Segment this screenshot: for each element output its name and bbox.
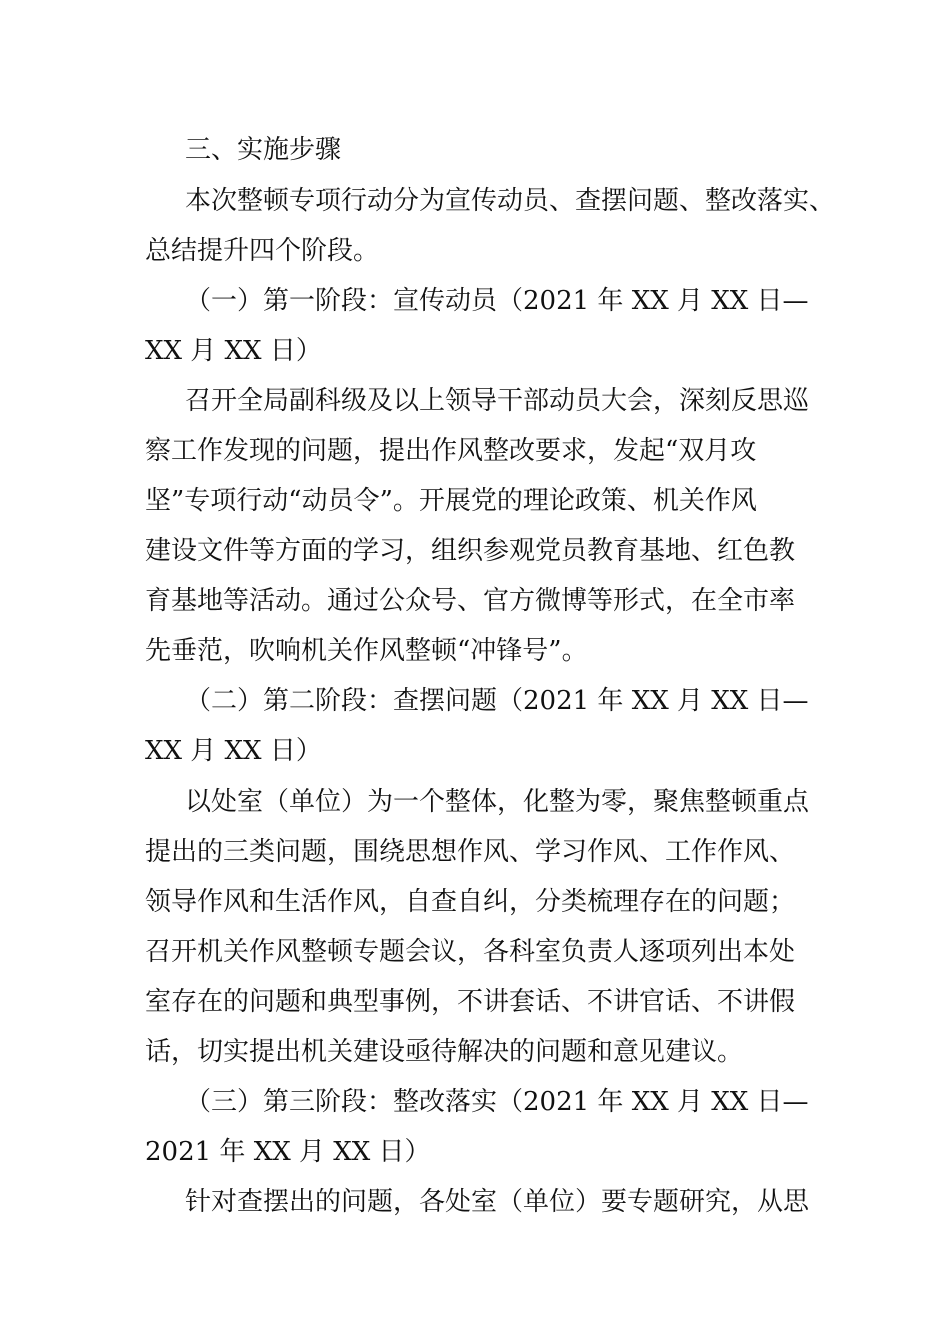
paragraph-line: 领导作风和生活作风，自查自纠，分类梳理存在的问题； xyxy=(145,887,796,917)
paragraph-line: 先垂范，吹响机关作风整顿“冲锋号”。 xyxy=(145,636,588,666)
paragraph-line: 总结提升四个阶段。 xyxy=(145,236,380,266)
paragraph-line: 召开全局副科级及以上领导干部动员大会，深刻反思巡 xyxy=(185,386,810,416)
section-heading-implementation-steps: 三、实施步骤 xyxy=(185,135,342,165)
paragraph-line: 察工作发现的问题，提出作风整改要求，发起“双月攻 xyxy=(145,436,757,466)
stage-three-heading-cont: 2021 年 XX 月 XX 日） xyxy=(145,1137,431,1167)
stage-one-heading: （一）第一阶段：宣传动员（2021 年 XX 月 XX 日— xyxy=(185,286,809,316)
paragraph-line: 以处室（单位）为一个整体，化整为零，聚焦整顿重点 xyxy=(185,787,810,817)
paragraph-line: 针对查摆出的问题，各处室（单位）要专题研究，从思 xyxy=(185,1187,810,1217)
stage-one-heading-cont: XX 月 XX 日） xyxy=(145,336,322,366)
paragraph-line: 提出的三类问题，围绕思想作风、学习作风、工作作风、 xyxy=(145,837,796,867)
paragraph-line: 本次整顿专项行动分为宣传动员、查摆问题、整改落实、 xyxy=(185,186,836,216)
paragraph-line: 育基地等活动。通过公众号、官方微博等形式，在全市率 xyxy=(145,586,796,616)
paragraph-line: 话，切实提出机关建设亟待解决的问题和意见建议。 xyxy=(145,1037,744,1067)
paragraph-line: 室存在的问题和典型事例，不讲套话、不讲官话、不讲假 xyxy=(145,987,796,1017)
stage-two-heading: （二）第二阶段：查摆问题（2021 年 XX 月 XX 日— xyxy=(185,686,809,716)
paragraph-line: 坚”专项行动“动员令”。开展党的理论政策、机关作风 xyxy=(145,486,757,516)
stage-two-heading-cont: XX 月 XX 日） xyxy=(145,736,322,766)
paragraph-line: 建设文件等方面的学习，组织参观党员教育基地、红色教 xyxy=(145,536,796,566)
paragraph-line: 召开机关作风整顿专题会议，各科室负责人逐项列出本处 xyxy=(145,937,796,967)
stage-three-heading: （三）第三阶段：整改落实（2021 年 XX 月 XX 日— xyxy=(185,1087,809,1117)
